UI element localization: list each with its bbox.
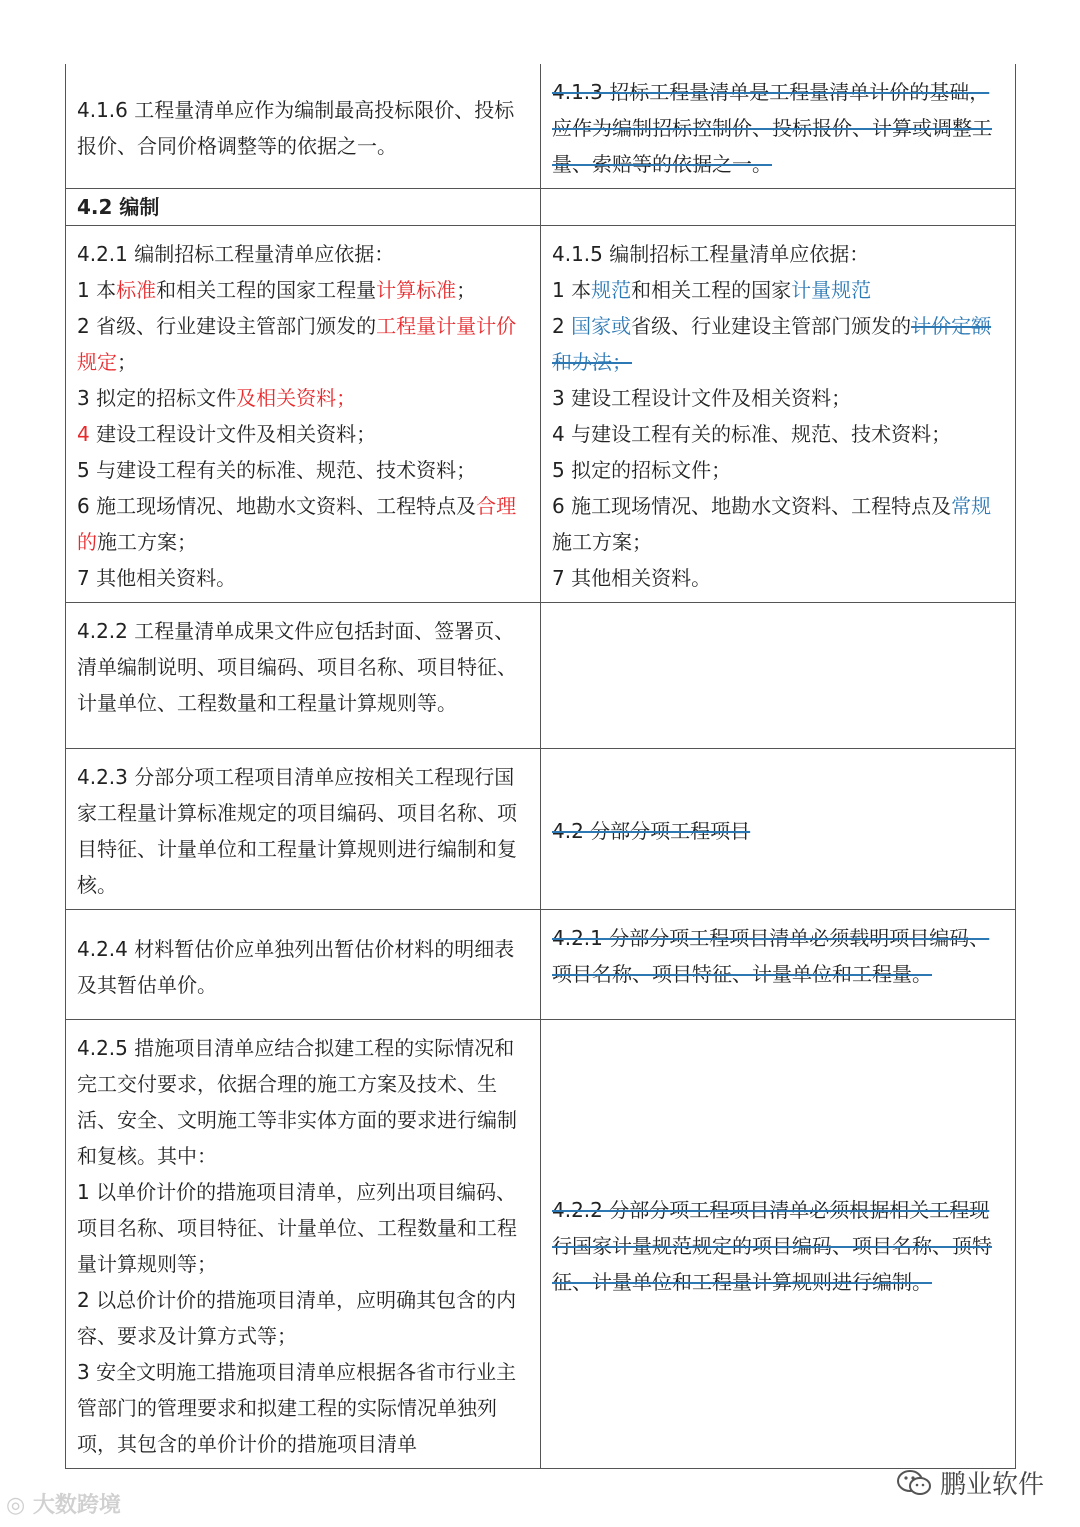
list-item: 4 建设工程设计文件及相关资料； bbox=[77, 422, 377, 446]
new-clause-4-2-3: 4.2.3 分部分项工程项目清单应按相关工程现行国家工程量计算标准规定的项目编码、项目名称、项目特征、计量单位和工程量计算规则进行编制和复核。 bbox=[66, 749, 541, 910]
new-clause-4-1-6: 4.1.6 工程量清单应作为编制最高投标限价、投标报价、合同价格调整等的依据之一。 bbox=[66, 64, 541, 189]
watermark-text: 大数跨境 bbox=[32, 1493, 121, 1518]
new-clause-4-2-5 bbox=[66, 1020, 541, 1469]
list-item: 2 国家或省级、行业建设主管部门颁发的计价定额和办法； bbox=[552, 314, 992, 374]
new-clause-4-2-1 bbox=[66, 226, 541, 603]
empty-cell bbox=[541, 603, 1016, 749]
table-row bbox=[66, 189, 1016, 226]
clause-text: 4.2.5 措施项目清单应结合拟建工程的实际情况和完工交付要求，依据合理的施工方案及技术、生活、安全、文明施工等非实体方面的要求进行编制和复核。其中： bbox=[77, 1036, 517, 1168]
list-item: 3 安全文明施工措施项目清单应根据各省市行业主管部门的管理要求和拟建工程的实际情况单独列项，其包含的单价计价的措施项目清单 bbox=[77, 1360, 517, 1456]
clause-heading: 4.2.1 编制招标工程量清单应依据： bbox=[77, 242, 395, 266]
old-section-4-2: 4.2 分部分项工程项目 bbox=[541, 749, 1016, 910]
list-item: 5 与建设工程有关的标准、规范、技术资料； bbox=[77, 458, 477, 482]
old-clause-4-2-1: 4.2.1 分部分项工程项目清单必须载明项目编码、项目名称、项目特征、计量单位和工程量。 bbox=[541, 910, 1016, 1020]
old-clause-4-1-5 bbox=[541, 226, 1016, 603]
old-clause-4-2-2: 4.2.2 分部分项工程项目清单必须根据相关工程现行国家计量规范规定的项目编码、项目名称、顶特征、计量单位和工程量计算规则进行编制。 bbox=[541, 1020, 1016, 1469]
table-row bbox=[66, 226, 1016, 603]
list-item: 3 拟定的招标文件及相关资料； bbox=[77, 386, 357, 410]
table-row bbox=[66, 603, 1016, 749]
table-row bbox=[66, 910, 1016, 1020]
old-clause-4-1-3: 4.1.3 招标工程量清单是工程量清单计价的基础，应作为编制招标控制价、投标报价、计算或调整工量、索赔等的依据之一。 bbox=[541, 64, 1016, 189]
table-row bbox=[66, 1020, 1016, 1469]
list-item: 1 本标准和相关工程的国家工程量计算标准； bbox=[77, 278, 477, 302]
comparison-table bbox=[65, 64, 1016, 1469]
list-item: 7 其他相关资料。 bbox=[552, 566, 712, 590]
list-item: 2 以总价计价的措施项目清单，应明确其包含的内容、要求及计算方式等； bbox=[77, 1288, 517, 1348]
list-item: 1 以单价计价的措施项目清单，应列出项目编码、项目名称、项目特征、计量单位、工程数量和工程量计算规则等； bbox=[77, 1180, 517, 1276]
brand-footer bbox=[896, 1464, 1044, 1501]
weibo-icon: ◎ bbox=[6, 1493, 33, 1518]
table-row bbox=[66, 749, 1016, 910]
list-item: 1 本规范和相关工程的国家计量规范 bbox=[552, 278, 872, 302]
section-heading-4-2: 4.2 编制 bbox=[66, 189, 541, 226]
list-item: 6 施工现场情况、地勘水文资料、工程特点及常规施工方案； bbox=[552, 494, 992, 554]
watermark bbox=[6, 1488, 121, 1519]
brand-name: 鹏业软件 bbox=[939, 1470, 1044, 1500]
table-row bbox=[66, 64, 1016, 189]
empty-cell bbox=[541, 189, 1016, 226]
wechat-icon bbox=[896, 1469, 932, 1497]
new-clause-4-2-2: 4.2.2 工程量清单成果文件应包括封面、签署页、清单编制说明、项目编码、项目名称、项目特征、计量单位、工程数量和工程量计算规则等。 bbox=[66, 603, 541, 749]
list-item: 5 拟定的招标文件； bbox=[552, 458, 732, 482]
list-item: 2 省级、行业建设主管部门颁发的工程量计量计价规定； bbox=[77, 314, 517, 374]
list-item: 7 其他相关资料。 bbox=[77, 566, 237, 590]
list-item: 6 施工现场情况、地勘水文资料、工程特点及合理的施工方案； bbox=[77, 494, 517, 554]
clause-heading: 4.1.5 编制招标工程量清单应依据： bbox=[552, 242, 870, 266]
list-item: 3 建设工程设计文件及相关资料； bbox=[552, 386, 852, 410]
new-clause-4-2-4: 4.2.4 材料暂估价应单独列出暂估价材料的明细表及其暂估单价。 bbox=[66, 910, 541, 1020]
list-item: 4 与建设工程有关的标准、规范、技术资料； bbox=[552, 422, 952, 446]
